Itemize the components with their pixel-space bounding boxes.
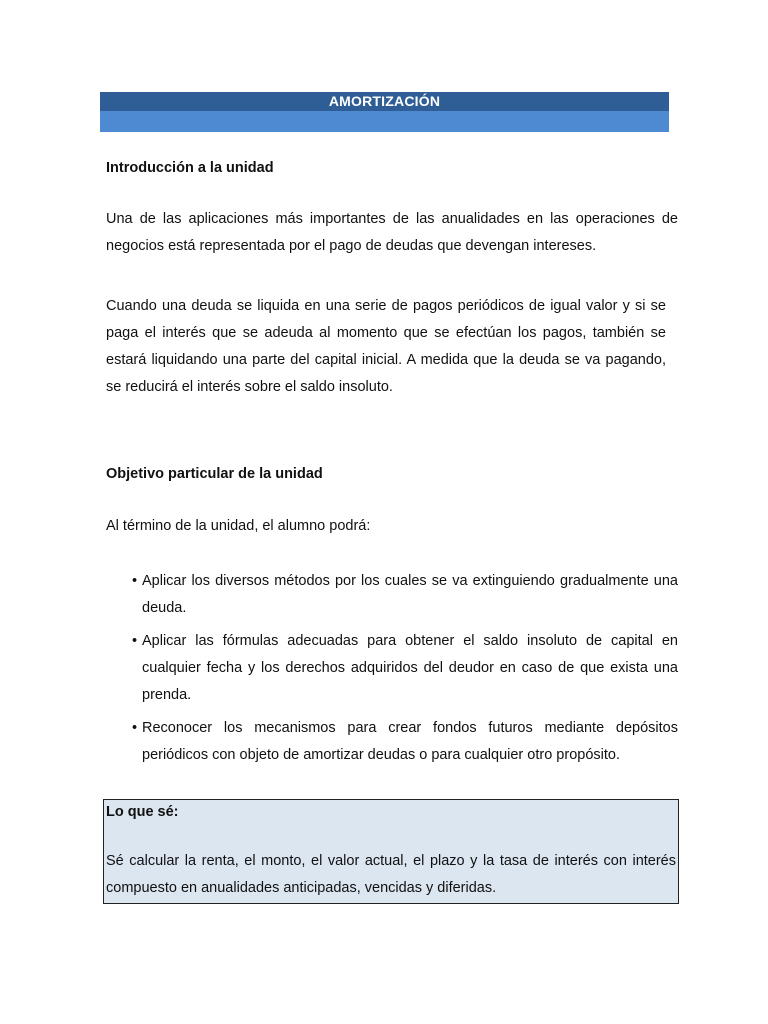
intro-paragraph-2: Cuando una deuda se liquida en una serie de pagos periódicos de igual valor y si se paga el interés que se adeuda al momento que se efectúan los pagos, también se estará liquidando una parte del capital inicial. A medida que la deuda se va pagando, se reducirá el interés sobre el saldo insoluto. — [106, 298, 666, 395]
list-item-text: Aplicar las fórmulas adecuadas para obtener el saldo insoluto de capital en cualquier fecha y los derechos adquiridos del deudor en caso de que exista una prenda. — [142, 633, 678, 703]
list-item-text: Reconocer los mecanismos para crear fondos futuros mediante depósitos periódicos con objeto de amortizar deudas o para cualquier otro propósito. — [142, 720, 678, 763]
bullet-icon: • — [132, 573, 138, 589]
bullet-icon: • — [132, 633, 138, 649]
lo-que-se-box — [103, 799, 679, 904]
box-title: Lo que sé: — [106, 804, 179, 820]
page-title: AMORTIZACIÓN — [100, 92, 669, 111]
intro-heading: Introducción a la unidad — [106, 160, 274, 176]
bullet-icon: • — [132, 720, 138, 736]
intro-paragraph-1: Una de las aplicaciones más importantes de las anualidades en las operaciones de negocios está representada por el pago de deudas que devengan intereses. — [106, 211, 678, 254]
objective-heading: Objetivo particular de la unidad — [106, 466, 323, 482]
list-item — [132, 715, 678, 769]
list-item-text: Aplicar los diversos métodos por los cuales se va extinguiendo gradualmente una deuda. — [142, 573, 678, 616]
list-item — [132, 568, 678, 622]
box-text: Sé calcular la renta, el monto, el valor actual, el plazo y la tasa de interés con interés compuesto en anualidades anticipadas, vencidas y diferidas. — [106, 853, 676, 896]
title-banner-lower-band — [100, 111, 669, 132]
objective-lead: Al término de la unidad, el alumno podrá: — [106, 518, 371, 534]
list-item — [132, 628, 678, 709]
title-banner — [100, 92, 669, 132]
objective-list — [132, 568, 678, 775]
